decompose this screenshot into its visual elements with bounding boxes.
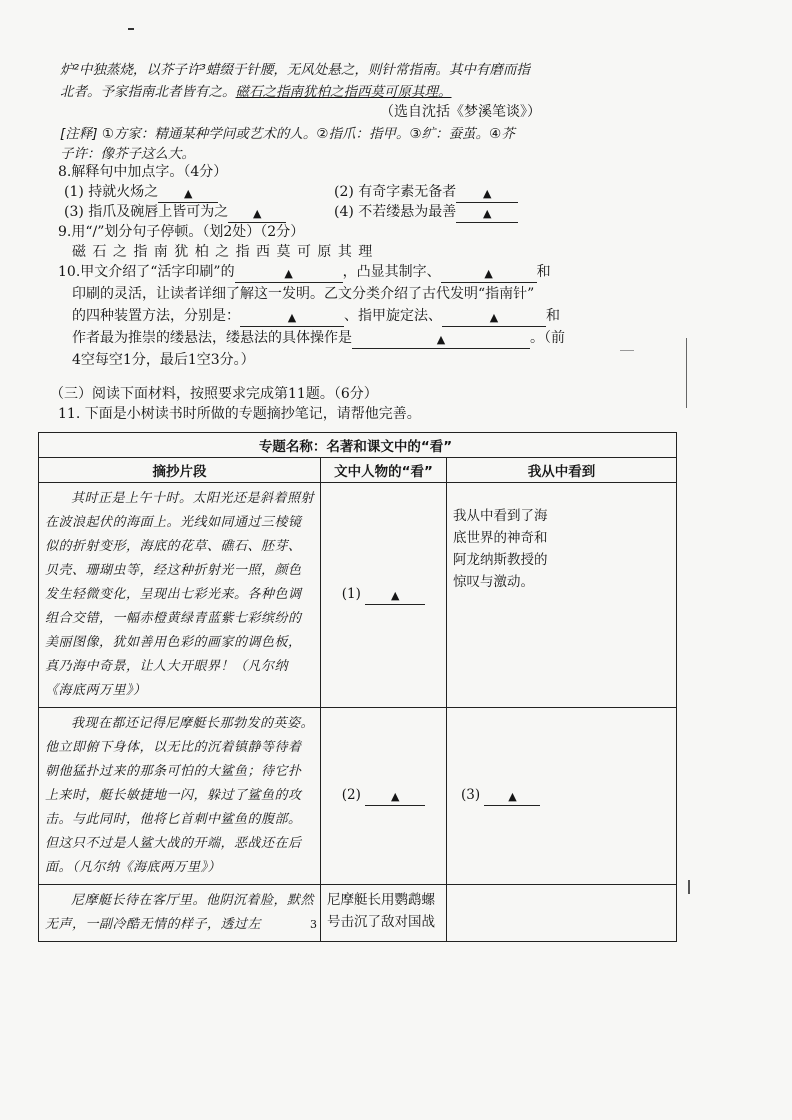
q10-answer-blank-5[interactable]	[352, 332, 530, 349]
q8-item-3-text: (3) 指爪及碗唇上皆可为之	[64, 204, 229, 220]
answer-triangle-icon: ▲	[489, 311, 499, 324]
see-answer-blank-3[interactable]	[484, 789, 540, 806]
notes-line-1: [注释] ①方家：精通某种学问或艺术的人。②指爪：指甲。③纩：蚕茧。④芥	[60, 126, 515, 142]
q8-item-4-text: (4) 不若缕悬为最善	[334, 204, 457, 220]
table-title-row	[39, 433, 677, 458]
q10-answer-blank-2[interactable]	[441, 266, 537, 283]
q8-answer-blank-1[interactable]	[158, 186, 218, 203]
q8-item-2-text: (2) 有奇字素无备者	[334, 184, 457, 200]
q8-item-4	[334, 202, 518, 223]
q10-line-1	[58, 262, 551, 283]
passage-line-2	[60, 82, 452, 102]
look-answer-blank-2[interactable]	[365, 789, 425, 806]
q9-title: 9.用“/”划分句子停顿。（划2处）（2分）	[58, 224, 305, 240]
q9-sentence-underlined: 磁石之指南犹柏之指西莫可原其理。	[235, 84, 452, 100]
q8-answer-blank-4[interactable]	[456, 206, 518, 223]
page-number: 3	[310, 918, 317, 931]
answer-triangle-icon: ▲	[284, 267, 293, 280]
q8-item-2	[334, 182, 518, 203]
passage-line-2-text: 北者。予家指南北者皆有之。	[60, 84, 236, 100]
table-row	[39, 483, 677, 708]
q10-line-5: 4空每空1分，最后1空3分。）	[72, 352, 255, 368]
look-cell[interactable]	[321, 708, 447, 885]
answer-triangle-icon: ▲	[483, 187, 492, 200]
q11-instruction: 11. 下面是小树读书时所做的专题摘抄笔记，请帮他完善。	[58, 406, 421, 422]
section-3-heading: （三）阅读下面材料，按照要求完成第11题。（6分）	[50, 386, 378, 402]
table-title: 专题名称：名著和课文中的“看”	[39, 433, 677, 458]
answer-triangle-icon: ▲	[390, 588, 400, 602]
q10-text-1b: ，凸显其制字、	[342, 264, 441, 280]
q8-title: 8.解释句中加点字。（4分）	[58, 164, 228, 180]
q10-text-1a: 10.甲文介绍了“活字印刷”的	[58, 264, 235, 280]
q10-text-3a: 的四种装置方法，分别是：	[72, 308, 240, 324]
header-excerpt: 摘抄片段	[39, 458, 321, 483]
answer-triangle-icon: ▲	[484, 267, 493, 280]
q10-text-1c: 和	[536, 264, 551, 280]
table-header-row	[39, 458, 677, 483]
q8-item-3	[64, 202, 286, 223]
look-label: (1)	[341, 585, 361, 602]
passage-line-1: 炉²中独蒸烧，以芥子许³蜡缀于针腰，无风处悬之，则针常指南。其中有磨而指	[60, 62, 530, 78]
answer-triangle-icon: ▲	[184, 187, 193, 200]
look-label: (2)	[341, 786, 361, 803]
passage-source: （选自沈括《梦溪笔谈》）	[380, 104, 541, 120]
q10-line-4	[72, 328, 565, 349]
notes-line-2: 子许：像芥子这么大。	[60, 146, 195, 162]
q10-text-4a: 作者最为推崇的缕悬法，缕悬法的具体操作是	[72, 330, 352, 346]
look-cell: 尼摩艇长用鹦鹉螺号击沉了敌对国战	[321, 885, 447, 942]
look-cell[interactable]	[321, 483, 447, 708]
see-cell[interactable]	[447, 708, 677, 885]
q10-line-2: 印刷的灵活，让读者详细了解这一发明。乙文分类介绍了古代发明“指南针”	[72, 286, 535, 302]
see-cell: 我从中看到了海底世界的神奇和阿龙纳斯教授的惊叹与激动。	[447, 483, 677, 708]
q10-answer-blank-1[interactable]	[235, 266, 343, 283]
q8-item-1	[64, 182, 218, 203]
answer-triangle-icon: ▲	[436, 333, 446, 346]
see-label: (3)	[461, 786, 481, 803]
q8-answer-blank-3[interactable]	[228, 206, 286, 223]
look-answer-blank-1[interactable]	[365, 588, 425, 605]
q10-text-3b: 、指甲旋定法、	[344, 308, 442, 324]
see-cell	[447, 885, 677, 942]
scan-mark	[686, 338, 687, 408]
answer-triangle-icon: ▲	[287, 311, 297, 324]
q9-sentence[interactable]: 磁 石 之 指 南 犹 柏 之 指 西 莫 可 原 其 理	[72, 244, 374, 260]
excerpt-cell: 我现在都还记得尼摩艇长那勃发的英姿。他立即俯下身体，以无比的沉着镇静等待着朝他猛扑过来的那条可怕的大鲨鱼；待它扑上来时，艇长敏捷地一闪，躲过了鲨鱼的攻击。与此同时，他将匕首刺中鲨鱼的腹部。但这只不过是人鲨大战的开端，恶战还在后面。（凡尔纳《海底两万里》）	[39, 708, 321, 885]
scan-mark	[620, 350, 634, 351]
answer-triangle-icon: ▲	[508, 789, 517, 803]
q8-answer-blank-2[interactable]	[456, 186, 518, 203]
q8-item-1-text: (1) 持就火炀之	[64, 184, 159, 200]
answer-triangle-icon: ▲	[253, 207, 262, 220]
q10-text-3c: 和	[546, 308, 560, 324]
q10-answer-blank-4[interactable]	[442, 310, 546, 327]
q10-text-4b: 。（前	[530, 330, 565, 346]
answer-triangle-icon: ▲	[390, 789, 400, 803]
header-what-i-see: 我从中看到	[447, 458, 677, 483]
q10-line-3	[72, 306, 560, 327]
scan-mark	[688, 880, 690, 894]
scan-mark	[128, 28, 134, 30]
header-character-look: 文中人物的“看”	[321, 458, 447, 483]
table-row	[39, 708, 677, 885]
excerpt-cell: 其时正是上午十时。太阳光还是斜着照射在波浪起伏的海面上。光线如同通过三棱镜似的折射变形，海底的花草、礁石、胚芽、贝壳、珊瑚虫等，经这种折射光一照，颜色发生轻微变化，呈现出七彩光来。各种色调组合交错，一幅赤橙黄绿青蓝紫七彩缤纷的美丽图像，犹如善用色彩的画家的调色板，真乃海中奇景，让人大开眼界！（凡尔纳《海底两万里》）	[39, 483, 321, 708]
reading-notes-table	[38, 432, 677, 942]
answer-triangle-icon: ▲	[483, 207, 492, 220]
q10-answer-blank-3[interactable]	[240, 310, 344, 327]
table-row	[39, 885, 677, 942]
excerpt-cell: 尼摩艇长待在客厅里。他阴沉着脸，默然无声，一副冷酷无情的样子，透过左	[39, 885, 321, 942]
